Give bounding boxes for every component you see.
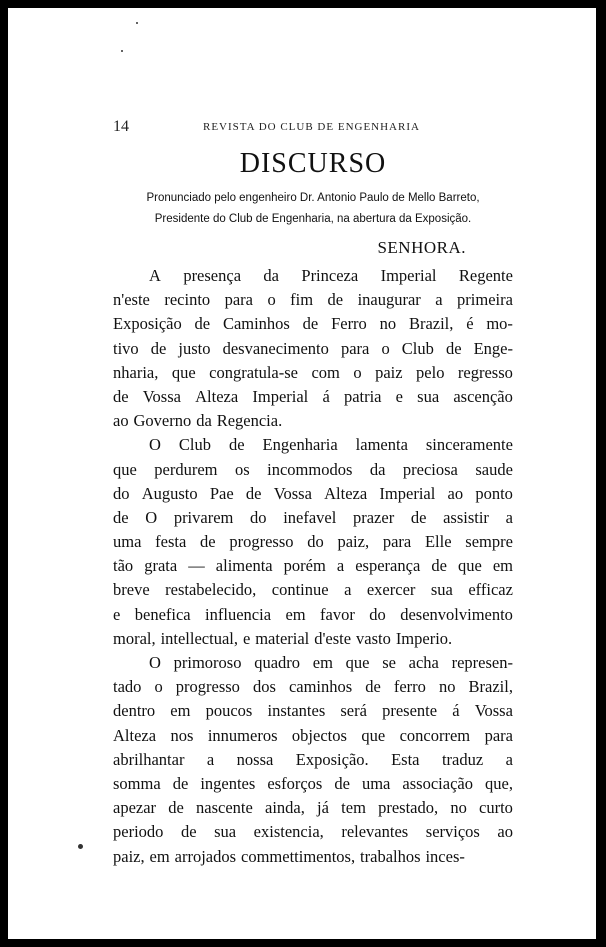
word: restabelecido,: [165, 580, 257, 600]
word: o: [353, 362, 362, 382]
word: de: [150, 338, 167, 358]
word: A: [149, 266, 161, 285]
word: innumeros: [207, 725, 278, 745]
word: desenvolvimento: [400, 604, 513, 624]
word: de: [200, 532, 216, 552]
text-line: [113, 458, 513, 482]
word: ao: [113, 411, 129, 431]
word: exercer: [366, 580, 416, 600]
page-number: 14: [113, 118, 129, 135]
word: saude: [475, 459, 513, 479]
text-line: [113, 772, 513, 796]
word: O: [145, 507, 158, 527]
word: —: [188, 556, 205, 576]
word: a: [344, 580, 352, 600]
word: prestado,: [378, 798, 439, 818]
word: de: [113, 507, 129, 527]
word: de: [410, 507, 427, 527]
word: Pae: [209, 483, 234, 503]
word: apezar: [113, 798, 157, 818]
word: de: [445, 338, 462, 358]
word: da: [369, 459, 386, 479]
word: inces-: [425, 846, 465, 866]
word: O: [149, 653, 161, 672]
word: Engenharia: [262, 435, 338, 455]
word: progresso: [229, 532, 294, 552]
word: nos: [170, 725, 194, 745]
word: de: [302, 314, 319, 334]
page-header: [113, 118, 513, 136]
word: em: [149, 846, 170, 866]
word: de: [431, 556, 447, 576]
word: com: [311, 362, 340, 382]
word: somma: [113, 773, 161, 793]
word: perdurem: [154, 459, 218, 479]
word: uma: [113, 532, 142, 552]
word: nascente: [196, 798, 253, 818]
word: periodo: [113, 822, 164, 842]
word: que: [457, 556, 482, 576]
word: á: [452, 701, 460, 721]
running-head: REVISTA DO CLUB DE ENGENHARIA: [203, 121, 420, 133]
word: Brazil,: [468, 677, 513, 697]
text-line: [113, 433, 513, 457]
text-line: [113, 554, 513, 578]
subtitle-line: Pronunciado pelo engenheiro Dr. Antonio Paulo de Mello Barreto,: [146, 192, 480, 204]
ink-dot-mark: [78, 844, 83, 849]
word: é: [466, 314, 474, 334]
word: benefica: [134, 604, 191, 624]
text-line: [113, 264, 513, 288]
text-line: [113, 337, 513, 361]
word: paiz,: [113, 846, 145, 866]
word: traduz: [441, 749, 484, 769]
word: da: [196, 411, 212, 431]
word: uma: [361, 773, 391, 793]
word: incommodos: [267, 459, 353, 479]
word: de: [194, 314, 211, 334]
word: paiz,: [337, 532, 370, 552]
word: alimenta: [215, 556, 273, 576]
word: para: [340, 338, 370, 358]
word: a: [505, 507, 513, 527]
word: arrojados: [174, 846, 237, 866]
speck-mark: [121, 50, 123, 52]
word: Exposição: [113, 314, 182, 334]
word: Regencia.: [216, 411, 283, 431]
word: para: [484, 725, 513, 745]
word: Regente: [458, 266, 513, 285]
word: em: [492, 556, 513, 576]
text-line: [113, 482, 513, 506]
word: privarem: [173, 507, 234, 527]
word: Caminhos: [222, 314, 290, 334]
word: prazer: [352, 507, 395, 527]
word: o: [267, 290, 276, 310]
word: do: [250, 507, 267, 527]
text-line: [113, 627, 513, 651]
word: que: [345, 653, 370, 672]
word: o: [381, 338, 390, 358]
text-line: [113, 699, 513, 723]
word: o: [154, 677, 163, 697]
word: Ferro: [331, 314, 367, 334]
word: e: [395, 386, 403, 406]
word: em: [170, 701, 191, 721]
word: de: [334, 773, 350, 793]
text-line: [113, 312, 513, 336]
word: que: [171, 362, 196, 382]
word: sua: [214, 822, 237, 842]
word: sua: [430, 580, 453, 600]
word: a: [336, 556, 345, 576]
word: Brazil,: [408, 314, 454, 334]
word: no: [450, 798, 467, 818]
word: de: [228, 435, 245, 455]
word: sua: [417, 386, 440, 406]
word: que: [361, 725, 386, 745]
word: serviços: [425, 822, 480, 842]
word: ferro: [393, 677, 426, 697]
word: dentro: [113, 701, 156, 721]
word: Alteza: [324, 483, 368, 503]
word: que: [113, 459, 137, 479]
word: a: [435, 290, 443, 310]
word: mo-: [486, 314, 513, 334]
word: pelo: [416, 362, 445, 382]
word: commettimentos,: [241, 846, 356, 866]
word: primeira: [457, 290, 513, 310]
word: do: [113, 483, 130, 503]
word: curto: [479, 798, 513, 818]
paragraph: [113, 651, 513, 869]
word: de: [365, 677, 381, 697]
text-line: [113, 724, 513, 748]
word: tivo: [113, 338, 139, 358]
word: justo: [178, 338, 211, 358]
word: inaugurar: [357, 290, 421, 310]
word: existencia,: [253, 822, 324, 842]
word: ascenção: [453, 386, 513, 406]
word: relevantes: [341, 822, 409, 842]
word: breve: [113, 580, 150, 600]
word: Imperio.: [395, 628, 453, 648]
text-line: [113, 578, 513, 602]
word: da: [263, 266, 279, 285]
word: fim: [290, 290, 314, 310]
word: tão: [113, 556, 134, 576]
word: O: [149, 435, 161, 455]
word: ainda,: [265, 798, 305, 818]
word: de: [245, 483, 262, 503]
word: congratula-se: [209, 362, 298, 382]
word: já: [317, 798, 329, 818]
word: caminhos: [288, 677, 353, 697]
word: progresso: [175, 677, 240, 697]
word: festa: [155, 532, 187, 552]
word: de: [113, 386, 129, 406]
word: favor: [320, 604, 355, 624]
word: Esta: [391, 749, 420, 769]
word: se: [382, 653, 396, 672]
word: represen-: [451, 653, 513, 672]
word: porém: [283, 556, 326, 576]
salutation: SENHORA.: [377, 238, 466, 257]
word: esforços: [267, 773, 323, 793]
word: Club: [178, 435, 211, 455]
subtitle: [113, 188, 513, 230]
word: inefavel: [283, 507, 337, 527]
word: efficaz: [468, 580, 513, 600]
word: influencia: [205, 604, 272, 624]
word: ingentes: [200, 773, 256, 793]
word: sempre: [465, 532, 513, 552]
word: Vossa: [474, 701, 513, 721]
word: Imperial: [380, 266, 437, 285]
word: Imperial: [379, 483, 436, 503]
word: Vossa: [142, 386, 181, 406]
page-title: DISCURSO: [239, 148, 387, 179]
word: de: [327, 290, 344, 310]
word: de: [180, 822, 197, 842]
word: presente: [382, 701, 438, 721]
text-line: [113, 506, 513, 530]
word: poucos: [205, 701, 253, 721]
word: no: [379, 314, 397, 334]
text-line: [113, 603, 513, 627]
word: intellectual,: [160, 628, 238, 648]
word: Princeza: [301, 266, 359, 285]
word: preciosa: [402, 459, 458, 479]
word: tem: [341, 798, 366, 818]
word: de: [172, 773, 189, 793]
word: do: [369, 604, 386, 624]
body-text: [113, 264, 513, 869]
word: para: [224, 290, 254, 310]
word: instantes: [267, 701, 326, 721]
word: nossa: [236, 749, 274, 769]
paragraph: [113, 433, 513, 651]
word: esperança: [355, 556, 421, 576]
word: continue: [271, 580, 329, 600]
word: e: [242, 628, 251, 648]
word: Elle: [424, 532, 452, 552]
subtitle-line: Presidente do Club de Engenharia, na abertura da Exposição.: [154, 213, 472, 225]
word: regresso: [457, 362, 513, 382]
word: recinto: [164, 290, 211, 310]
word: de: [168, 798, 184, 818]
word: tado: [113, 677, 142, 697]
word: Augusto: [141, 483, 198, 503]
word: lamenta: [355, 435, 408, 455]
word: para: [382, 532, 412, 552]
word: objectos: [291, 725, 347, 745]
word: patria: [343, 386, 382, 406]
word: Club: [401, 338, 434, 358]
word: dos: [252, 677, 276, 697]
word: em: [312, 653, 333, 672]
text-line: [113, 675, 513, 699]
text-line: [113, 820, 513, 844]
text-line: [113, 409, 513, 433]
word: Alteza: [113, 725, 157, 745]
text-line: [113, 288, 513, 312]
word: Alteza: [195, 386, 239, 406]
word: paiz: [375, 362, 403, 382]
word: vasto: [356, 628, 391, 648]
word: Governo: [133, 411, 192, 431]
word: os: [235, 459, 250, 479]
text-line: [113, 845, 513, 869]
word: Vossa: [273, 483, 312, 503]
word: Exposição.: [295, 749, 369, 769]
word: ponto: [475, 483, 513, 503]
word: a: [505, 749, 513, 769]
word: ao: [447, 483, 464, 503]
word: desvanecimento: [222, 338, 329, 358]
word: nharia,: [113, 362, 159, 382]
word: primoroso: [173, 653, 242, 672]
word: assistir: [443, 507, 489, 527]
word: será: [340, 701, 367, 721]
word: grata: [144, 556, 178, 576]
word: material: [255, 628, 310, 648]
word: acha: [408, 653, 439, 672]
word: associação: [402, 773, 473, 793]
text-line: [113, 796, 513, 820]
word: ao: [497, 822, 513, 842]
word: trabalhos: [360, 846, 421, 866]
word: Enge-: [473, 338, 513, 358]
word: do: [307, 532, 324, 552]
word: que,: [485, 773, 513, 793]
word: d'este: [314, 628, 352, 648]
word: n'este: [113, 290, 150, 310]
word: concorrem: [399, 725, 471, 745]
speck-mark: [136, 22, 138, 24]
word: a: [206, 749, 215, 769]
word: abrilhantar: [113, 749, 185, 769]
word: em: [285, 604, 306, 624]
word: á: [322, 386, 330, 406]
text-line: [113, 748, 513, 772]
word: Imperial: [252, 386, 309, 406]
word: presença: [183, 266, 242, 285]
word: no: [438, 677, 456, 697]
text-line: [113, 361, 513, 385]
word: sinceramente: [425, 435, 513, 455]
text-line: [113, 385, 513, 409]
paragraph: [113, 264, 513, 433]
text-line: [113, 530, 513, 554]
text-line: [113, 651, 513, 675]
word: moral,: [113, 628, 156, 648]
word: e: [113, 604, 121, 624]
document-page: [8, 8, 596, 939]
word: quadro: [254, 653, 301, 672]
